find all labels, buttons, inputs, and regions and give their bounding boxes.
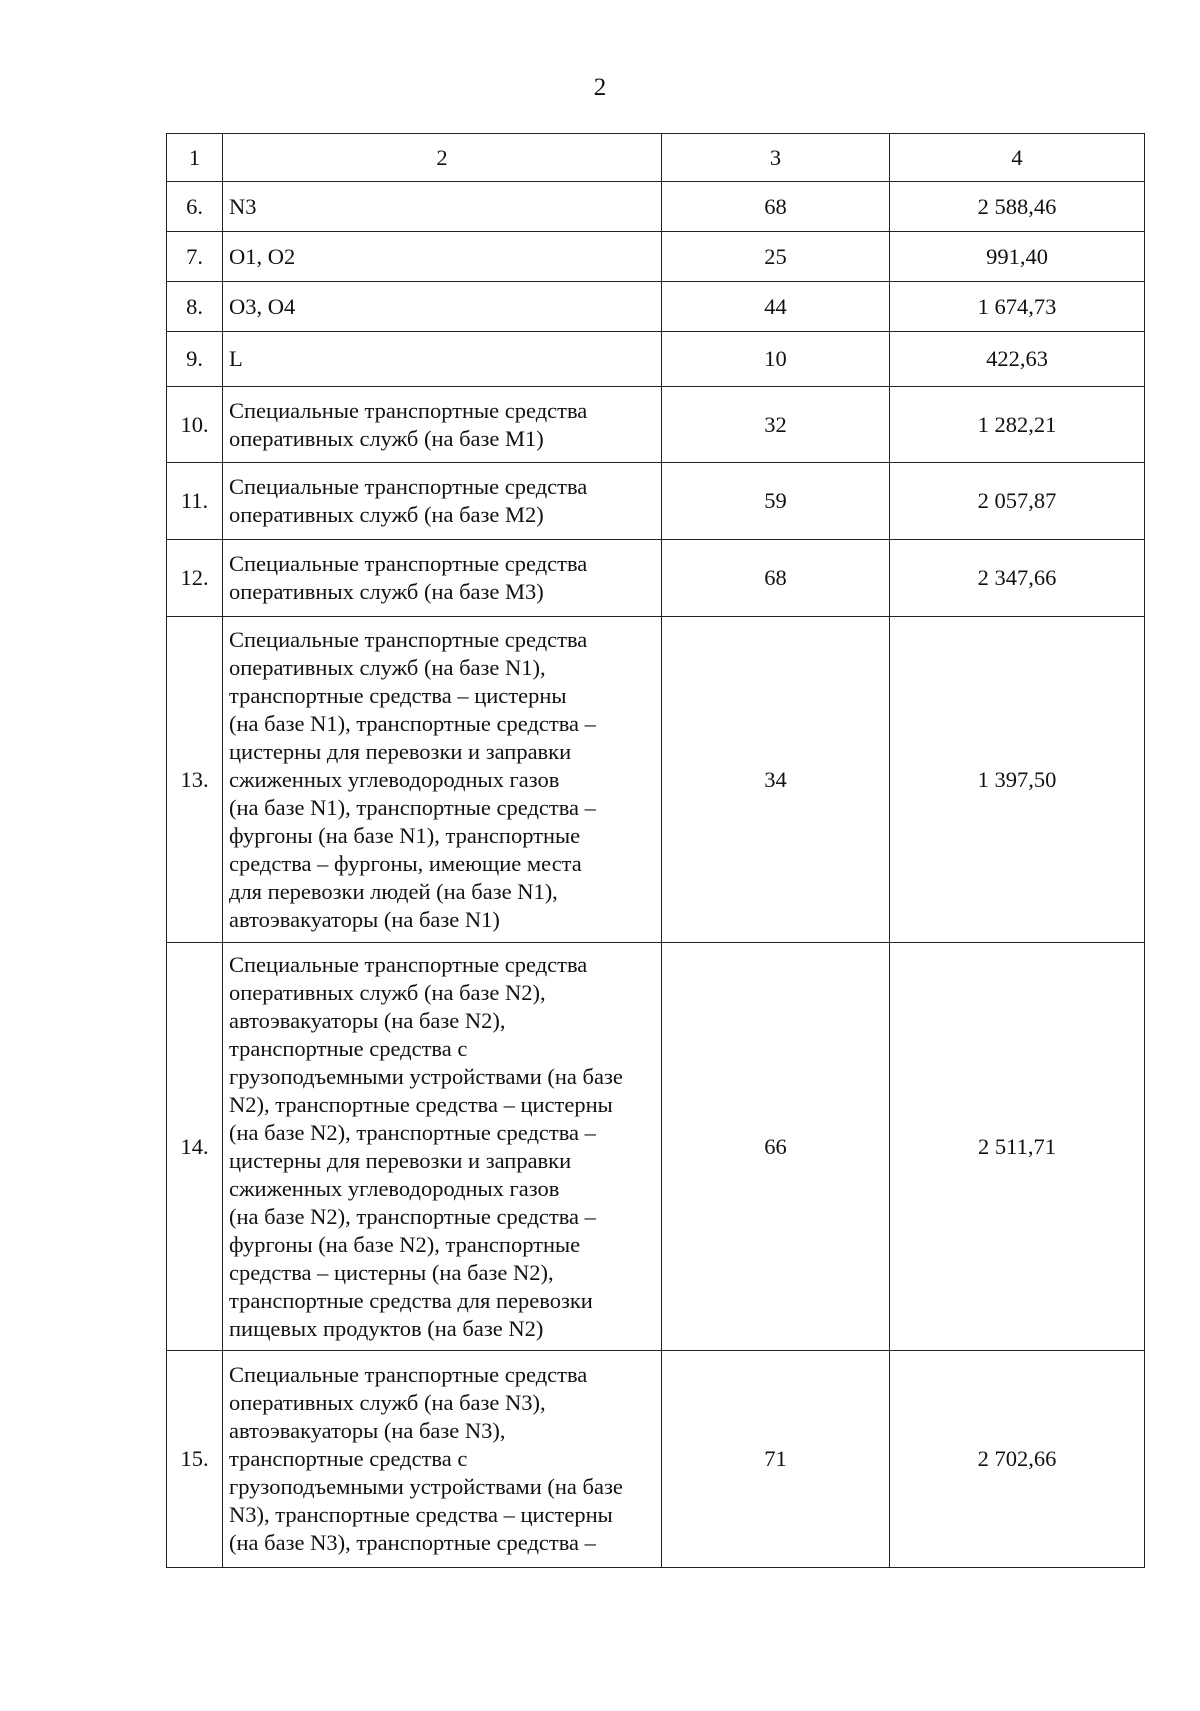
vehicle-category-cell [223,540,662,617]
vehicle-category-cell [223,182,662,232]
column-4-value-cell: 2 702,66 [890,1351,1145,1568]
header-cell-3: 3 [662,134,890,182]
table-row [167,232,1145,282]
vehicle-category-line: средства – фургоны, имеющие места [229,850,582,876]
table-row [167,282,1145,332]
table-row [167,540,1145,617]
vehicle-category-line: N2), транспортные средства – цистерны [229,1091,613,1117]
vehicle-category-cell [223,387,662,463]
vehicle-category-line: Специальные транспортные средства [229,397,588,423]
vehicle-category-cell [223,943,662,1351]
vehicle-category-line: автоэвакуаторы (на базе N2), [229,1007,506,1033]
vehicle-category-line: оперативных служб (на базе M2) [229,502,544,527]
table-row [167,332,1145,387]
column-3-value-cell: 10 [662,332,890,387]
column-4-value-cell: 1 674,73 [890,282,1145,332]
table-row [167,387,1145,463]
header-cell-1: 1 [167,134,223,182]
vehicle-category-cell [223,1351,662,1568]
table-row [167,463,1145,540]
row-number-cell: 9. [167,332,223,387]
row-number-cell: 7. [167,232,223,282]
vehicle-category-line: цистерны для перевозки и заправки [229,1147,572,1173]
vehicle-category-line: оперативных служб (на базе N3), [229,1390,546,1415]
vehicle-category-line: грузоподъемными устройствами (на базе [229,1474,623,1499]
vehicle-category-cell [223,617,662,943]
vehicle-category-line: (на базе N1), транспортные средства – [229,794,596,820]
vehicle-category-line: (на базе N3), транспортные средства – [229,1530,596,1555]
vehicle-category-text [229,193,655,221]
column-3-value-cell: 44 [662,282,890,332]
vehicle-category-line: цистерны для перевозки и заправки [229,738,572,764]
vehicle-category-cell [223,282,662,332]
column-4-value-cell: 1 397,50 [890,617,1145,943]
vehicle-category-text [229,397,655,453]
column-3-value-cell: 71 [662,1351,890,1568]
vehicle-category-cell [223,232,662,282]
column-4-value-cell: 1 282,21 [890,387,1145,463]
vehicle-category-line: сжиженных углеводородных газов [229,766,560,792]
vehicle-category-line: N3 [229,193,257,219]
vehicle-category-line: фургоны (на базе N1), транспортные [229,822,581,848]
vehicle-category-line: (на базе N1), транспортные средства – [229,710,596,736]
column-3-value-cell: 34 [662,617,890,943]
column-3-value-cell: 66 [662,943,890,1351]
row-number-cell: 12. [167,540,223,617]
vehicle-category-line: фургоны (на базе N2), транспортные [229,1231,581,1257]
row-number-cell: 8. [167,282,223,332]
column-4-value-cell: 2 511,71 [890,943,1145,1351]
vehicle-category-text [229,550,655,606]
vehicle-category-text [229,243,655,271]
column-3-value-cell: 59 [662,463,890,540]
vehicle-category-text [229,473,655,529]
vehicle-category-line: оперативных служб (на базе M3) [229,579,544,604]
table-header-row [167,134,1145,182]
vehicle-category-line: автоэвакуаторы (на базе N1) [229,906,500,932]
vehicle-category-text [229,345,655,373]
vehicle-category-line: грузоподъемными устройствами (на базе [229,1063,623,1089]
row-number-cell: 10. [167,387,223,463]
row-number-cell: 11. [167,463,223,540]
vehicle-category-line: оперативных служб (на базе M1) [229,425,544,451]
header-cell-2: 2 [223,134,662,182]
table-row [167,1351,1145,1568]
vehicle-category-line: (на базе N2), транспортные средства – [229,1203,596,1229]
column-4-value-cell: 2 347,66 [890,540,1145,617]
vehicle-category-line: автоэвакуаторы (на базе N3), [229,1418,506,1443]
data-table [166,133,1145,1568]
row-number-cell: 13. [167,617,223,943]
vehicle-category-line: транспортные средства с [229,1035,468,1061]
column-3-value-cell: 32 [662,387,890,463]
vehicle-category-line: транспортные средства с [229,1446,468,1471]
column-3-value-cell: 25 [662,232,890,282]
column-4-value-cell: 2 588,46 [890,182,1145,232]
vehicle-category-line: Специальные транспортные средства [229,1362,588,1387]
vehicle-category-line: сжиженных углеводородных газов [229,1175,560,1201]
row-number-cell: 14. [167,943,223,1351]
row-number-cell: 15. [167,1351,223,1568]
vehicle-category-line: L [229,346,243,371]
vehicle-category-line: O3, O4 [229,293,296,319]
column-4-value-cell: 991,40 [890,232,1145,282]
table-body [167,134,1145,1568]
vehicle-category-line: транспортные средства – цистерны [229,682,567,708]
page-number: 2 [593,74,607,101]
vehicle-category-line: Специальные транспортные средства [229,626,588,652]
vehicle-category-line: средства – цистерны (на базе N2), [229,1259,554,1285]
column-4-value-cell: 2 057,87 [890,463,1145,540]
vehicle-category-line: N3), транспортные средства – цистерны [229,1502,613,1527]
vehicle-category-line: оперативных служб (на базе N2), [229,979,546,1005]
table-row [167,617,1145,943]
vehicle-category-text [229,293,655,321]
column-3-value-cell: 68 [662,540,890,617]
table-row [167,182,1145,232]
vehicle-category-text [229,1361,655,1557]
vehicle-category-line: O1, O2 [229,243,296,269]
vehicle-category-line: пищевых продуктов (на базе N2) [229,1315,544,1341]
vehicle-category-cell [223,332,662,387]
vehicle-category-line: транспортные средства для перевозки [229,1287,593,1313]
table-row [167,943,1145,1351]
vehicle-category-line: Специальные транспортные средства [229,474,588,499]
vehicle-category-line: (на базе N2), транспортные средства – [229,1119,596,1145]
vehicle-category-line: Специальные транспортные средства [229,551,588,576]
row-number-cell: 6. [167,182,223,232]
vehicle-category-cell [223,463,662,540]
column-3-value-cell: 68 [662,182,890,232]
vehicle-category-line: Специальные транспортные средства [229,951,588,977]
header-cell-4: 4 [890,134,1145,182]
vehicle-category-text [229,951,655,1343]
vehicle-category-line: оперативных служб (на базе N1), [229,654,546,680]
column-4-value-cell: 422,63 [890,332,1145,387]
vehicle-category-text [229,626,655,934]
vehicle-category-line: для перевозки людей (на базе N1), [229,878,558,904]
